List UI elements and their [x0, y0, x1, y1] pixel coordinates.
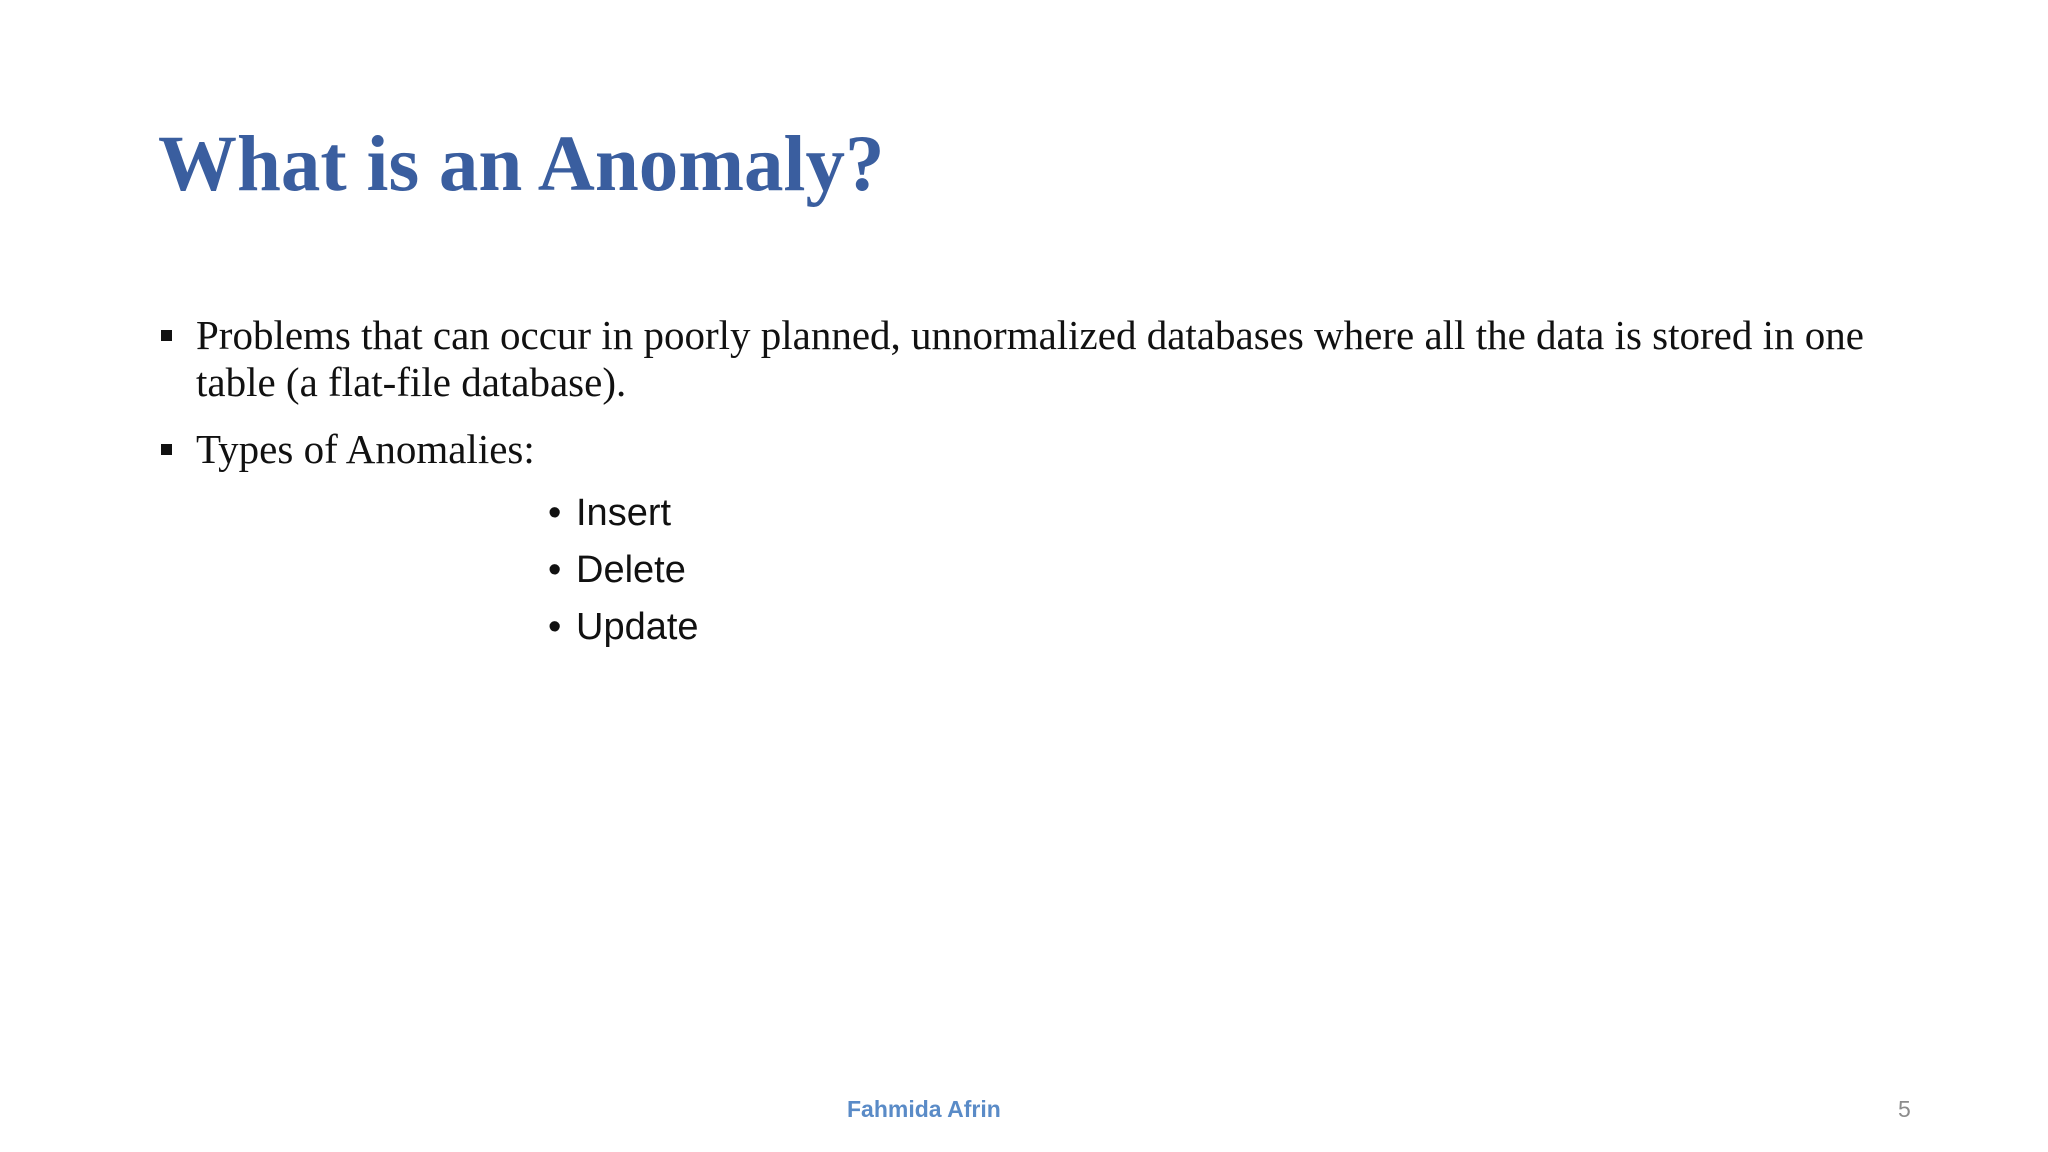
square-bullet-icon	[161, 330, 172, 341]
main-bullet-list	[158, 312, 1918, 473]
slide-title: What is an Anomaly?	[158, 121, 885, 208]
anomaly-types-list	[548, 485, 699, 656]
bullet-text: Problems that can occur in poorly planned, unnormalized databases where all the data is stored in one table (a flat-file database).	[196, 312, 1864, 405]
bullet-anomaly-definition	[158, 312, 1918, 406]
dot-bullet-icon: •	[548, 492, 562, 534]
anomaly-type-delete	[548, 542, 699, 599]
bullet-anomaly-types	[158, 426, 1918, 473]
dot-bullet-icon: •	[548, 606, 562, 648]
anomaly-type-label: Insert	[576, 492, 672, 534]
square-bullet-icon	[161, 444, 172, 455]
bullet-text: Types of Anomalies:	[196, 426, 535, 472]
page-number: 5	[1898, 1096, 1911, 1122]
anomaly-type-label: Update	[576, 606, 699, 648]
anomaly-type-insert	[548, 485, 699, 542]
footer-author: Fahmida Afrin	[847, 1096, 1001, 1122]
anomaly-type-label: Delete	[576, 549, 686, 591]
anomaly-type-update	[548, 599, 699, 656]
dot-bullet-icon: •	[548, 549, 562, 591]
